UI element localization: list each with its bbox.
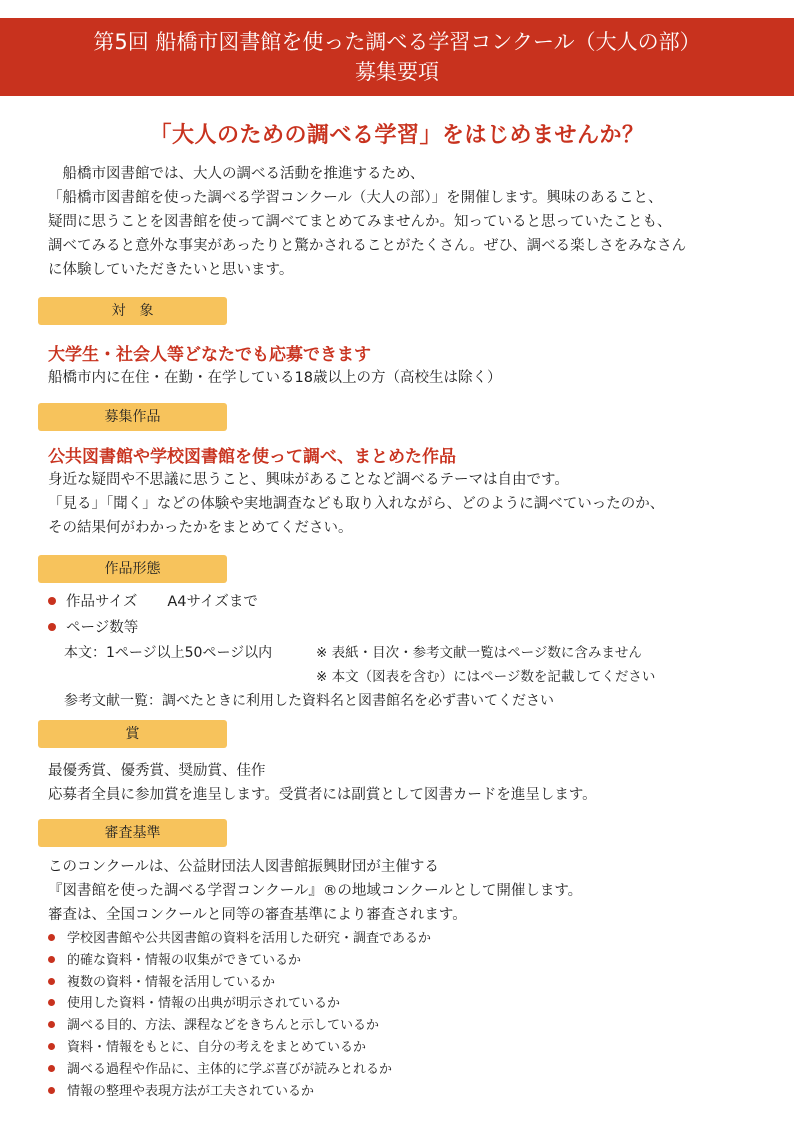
list-item: 複数の資料・情報を活用しているか: [48, 972, 431, 994]
criteria-line: このコンクールは、公益財団法人図書館振興財団が主催する: [48, 859, 439, 875]
criteria-line: 『図書館を使った調べる学習コンクール』®の地域コンクールとして開催します。: [48, 883, 583, 899]
works-line: 「見る」「聞く」などの体験や実地調査なども取り入れながら、どのように調べていったのか、: [48, 496, 665, 512]
criteria-text: [48, 855, 582, 927]
target-heading: 大学生・社会人等どなたでも応募できます: [48, 345, 371, 365]
format-label: 作品形態: [38, 555, 227, 583]
bullet-icon: [48, 956, 55, 963]
list-item: 学校図書館や公共図書館の資料を活用した研究・調査であるか: [48, 928, 431, 950]
headline: 「大人のための調べる学習」をはじめませんか？: [149, 123, 645, 148]
bullet-icon: [48, 1065, 55, 1072]
prize-line: 応募者全員に参加賞を進呈します。受賞者には副賞として図書カードを進呈します。: [48, 787, 597, 803]
bullet-icon: [48, 597, 56, 605]
format-size-value: A4サイズまで: [167, 594, 258, 610]
list-item: 調べる過程や作品に、主体的に学ぶ喜びが読みとれるか: [48, 1059, 431, 1081]
list-item: 資料・情報をもとに、自分の考えをまとめているか: [48, 1037, 431, 1059]
target-text: 船橋市内に在住・在勤・在学している18歳以上の方（高校生は除く）: [48, 370, 502, 386]
bullet-icon: [48, 978, 55, 985]
intro-line: 船橋市図書館では、大人の調べる活動を推進するため、: [48, 166, 425, 182]
works-heading: 公共図書館や学校図書館を使って調べ、まとめた作品: [48, 447, 456, 467]
format-note-1: ※ 表紙・目次・参考文献一覧はページ数に含みません: [316, 645, 642, 661]
list-item: 使用した資料・情報の出典が明示されているか: [48, 993, 431, 1015]
page-subtitle: 募集要項: [355, 60, 439, 84]
prize-text: [48, 759, 597, 807]
bullet-icon: [48, 1087, 55, 1094]
intro-line: 「船橋市図書館を使った調べる学習コンクール（大人の部）」を開催します。興味のあること、: [48, 190, 663, 206]
intro-line: 疑問に思うことを図書館を使って調べてまとめてみませんか。知っていると思っていたことも、: [48, 214, 672, 230]
intro-line: に体験していただきたいと思います。: [48, 262, 294, 278]
bullet-icon: [48, 1021, 55, 1028]
prize-line: 最優秀賞、優秀賞、奨励賞、佳作: [48, 763, 266, 779]
title-banner: [0, 18, 794, 96]
intro-line: 調べてみると意外な事実があったりと驚かされることがたくさん。ぜひ、調べる楽しさをみなさん: [48, 238, 687, 254]
target-label: 対 象: [38, 297, 227, 325]
list-item: 調べる目的、方法、課程などをきちんと示しているか: [48, 1015, 431, 1037]
works-line: 身近な疑問や不思議に思うこと、興味があることなど調べるテーマは自由です。: [48, 472, 569, 488]
criteria-label: 審査基準: [38, 819, 227, 847]
format-note-2: ※ 本文（図表を含む）にはページ数を記載してください: [316, 669, 656, 685]
intro-paragraph: [48, 162, 686, 282]
format-body-line: 本文：1ページ以上50ページ以内: [64, 645, 273, 661]
list-item: 的確な資料・情報の収集ができているか: [48, 950, 431, 972]
criteria-list: [48, 928, 431, 1102]
bullet-icon: [48, 934, 55, 941]
prize-label: 賞: [38, 720, 227, 748]
bullet-icon: [48, 1043, 55, 1050]
format-size-row: [48, 590, 258, 614]
criteria-line: 審査は、全国コンクールと同等の審査基準により審査されます。: [48, 907, 467, 923]
bullet-icon: [48, 999, 55, 1006]
works-label: 募集作品: [38, 403, 227, 431]
format-pages-row: [48, 616, 138, 640]
bullet-icon: [48, 623, 56, 631]
format-refs-line: 参考文献一覧：調べたときに利用した資料名と図書館名を必ず書いてください: [64, 693, 554, 709]
format-size-label: 作品サイズ: [66, 594, 138, 610]
page-title: 第5回 船橋市図書館を使った調べる学習コンクール（大人の部）: [93, 30, 701, 54]
format-pages-label: ページ数等: [66, 620, 139, 636]
works-text: [48, 468, 664, 540]
list-item: 情報の整理や表現方法が工夫されているか: [48, 1081, 431, 1103]
works-line: その結果何がわかったかをまとめてください。: [48, 520, 353, 536]
